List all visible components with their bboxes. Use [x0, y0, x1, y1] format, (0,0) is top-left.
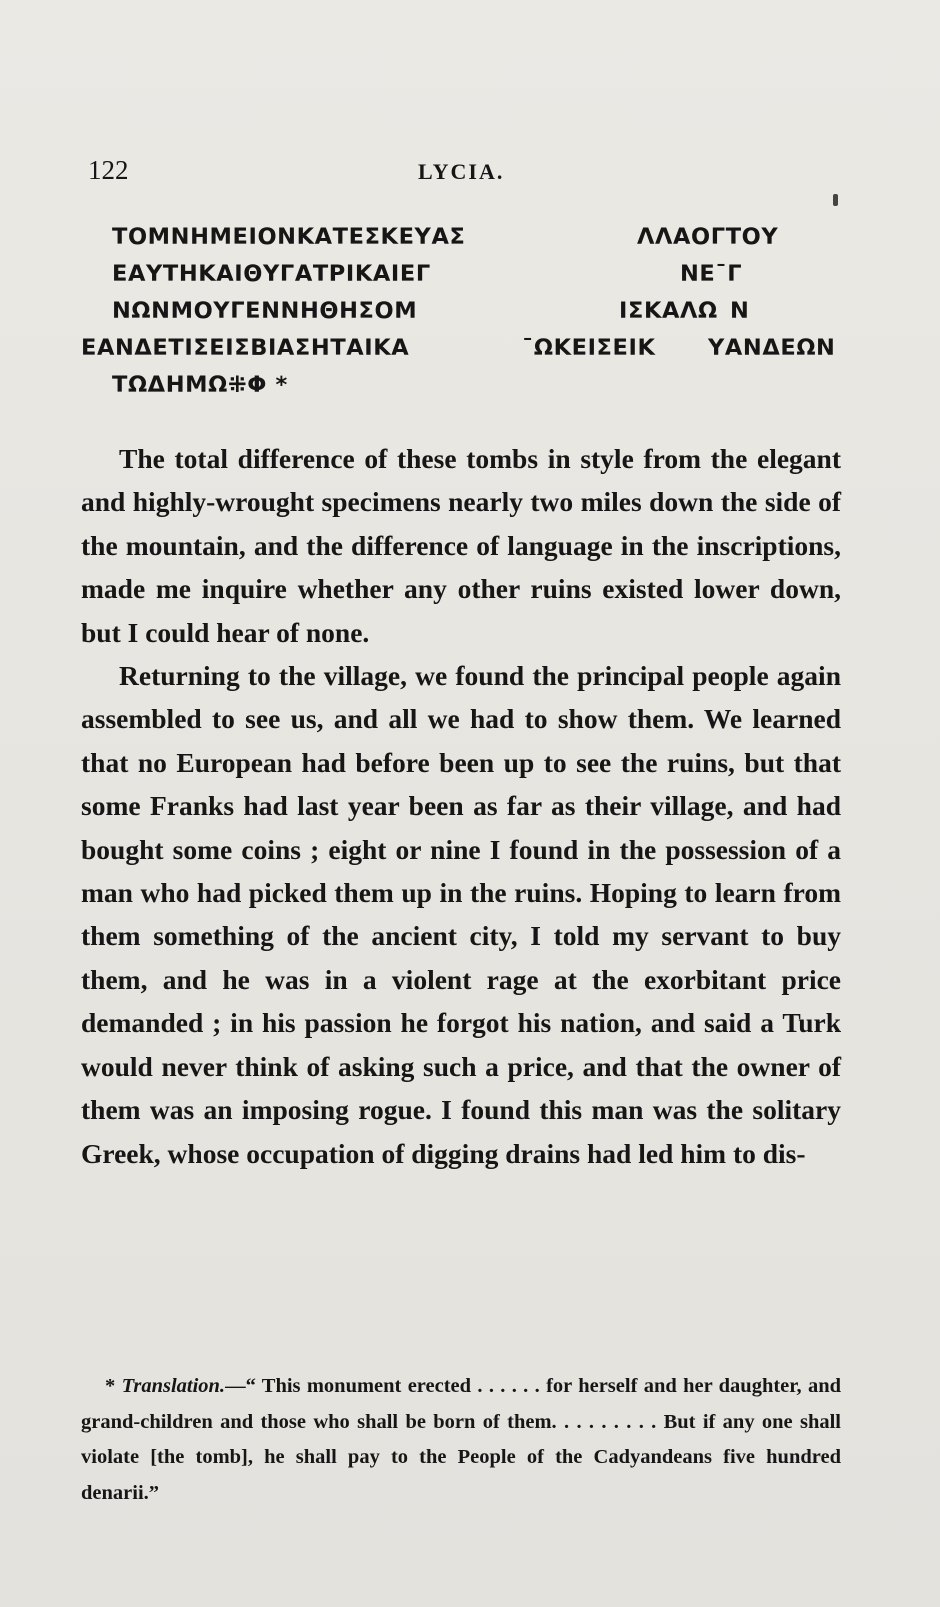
inscription-line — [112, 224, 872, 261]
inscription-right: ¯ΩΚΕΙΣΕΙΚ — [522, 335, 656, 361]
inscription-right: ΛΛΑΟΓΤΟΥ — [637, 224, 779, 250]
inscription-right: ΝΕ¯Γ — [680, 261, 743, 287]
inscription-right-extra: ΥΑΝΔΕΩΝ — [708, 335, 836, 361]
footnote-body: —“ This monument erected . . . . . . for herself and her daughter, and grand-children and those who shall be born of them. . . . . . . . . But if any one shall violate [the tomb], he shall pay to the People of the Cadyandeans five hundred denarii.” — [81, 1375, 841, 1504]
footnote-label: Translation. — [121, 1375, 226, 1397]
inscription-right-extra: Ν — [730, 298, 750, 324]
page-header — [88, 155, 848, 195]
inscription-line — [112, 298, 872, 335]
footnote — [81, 1369, 841, 1511]
inscription-left: ΝΩΝΜΟΥΓΕΝΝΗΘΗΣΟΜ — [112, 298, 418, 324]
inscription-line — [112, 261, 872, 298]
inscription-left: ΤΟΜΝΗΜΕΙΟΝΚΑΤΕΣΚΕΥΑΣ — [112, 224, 466, 250]
page-number: 122 — [88, 155, 129, 185]
footnote-marker: * — [105, 1375, 122, 1397]
running-head: LYCIA. — [418, 159, 505, 184]
ink-mark — [833, 194, 838, 206]
paragraph: The total difference of these tombs in style from the elegant and highly-wrought specimens nearly two miles down the side of the mountain, and the difference of language in the inscriptions, made me inquire whether any other ruins existed lower down, but I could hear of none. — [81, 443, 841, 648]
paragraph: Returning to the village, we found the principal people again assembled to see us, and all we had to show them. We learned that no European had before been up to see the ruins, but that some Franks had last year been as far as their village, and had bought some coins ; eight or nine I found in the possession of a man who had picked them up in the ruins. Hoping to learn from them something of the ancient city, I told my servant to buy them, and he was in a violent rage at the exorbitant price demanded ; in his passion he forgot his nation, and said a Turk would never think of asking such a price, and that the owner of them was an imposing rogue. I found this man was the solitary Greek, whose occupation of digging drains had led him to dis- — [81, 660, 841, 1169]
inscription-left: ΕΑΝΔΕΤΙΣΕΙΣΒΙΑΣΗΤΑΙΚΑ — [81, 335, 410, 361]
greek-inscription — [81, 224, 872, 409]
body-text — [81, 437, 841, 1175]
inscription-line — [112, 372, 872, 409]
footnote-text — [81, 1369, 841, 1511]
inscription-right: ΙΣΚΑΛΩ — [619, 298, 718, 324]
inscription-line — [81, 335, 872, 372]
inscription-left: ΤΩΔΗΜΩ⁜Φ * — [112, 372, 288, 398]
inscription-left: ΕΑΥΤΗΚΑΙΘΥΓΑΤΡΙΚΑΙΕΓ — [112, 261, 431, 287]
